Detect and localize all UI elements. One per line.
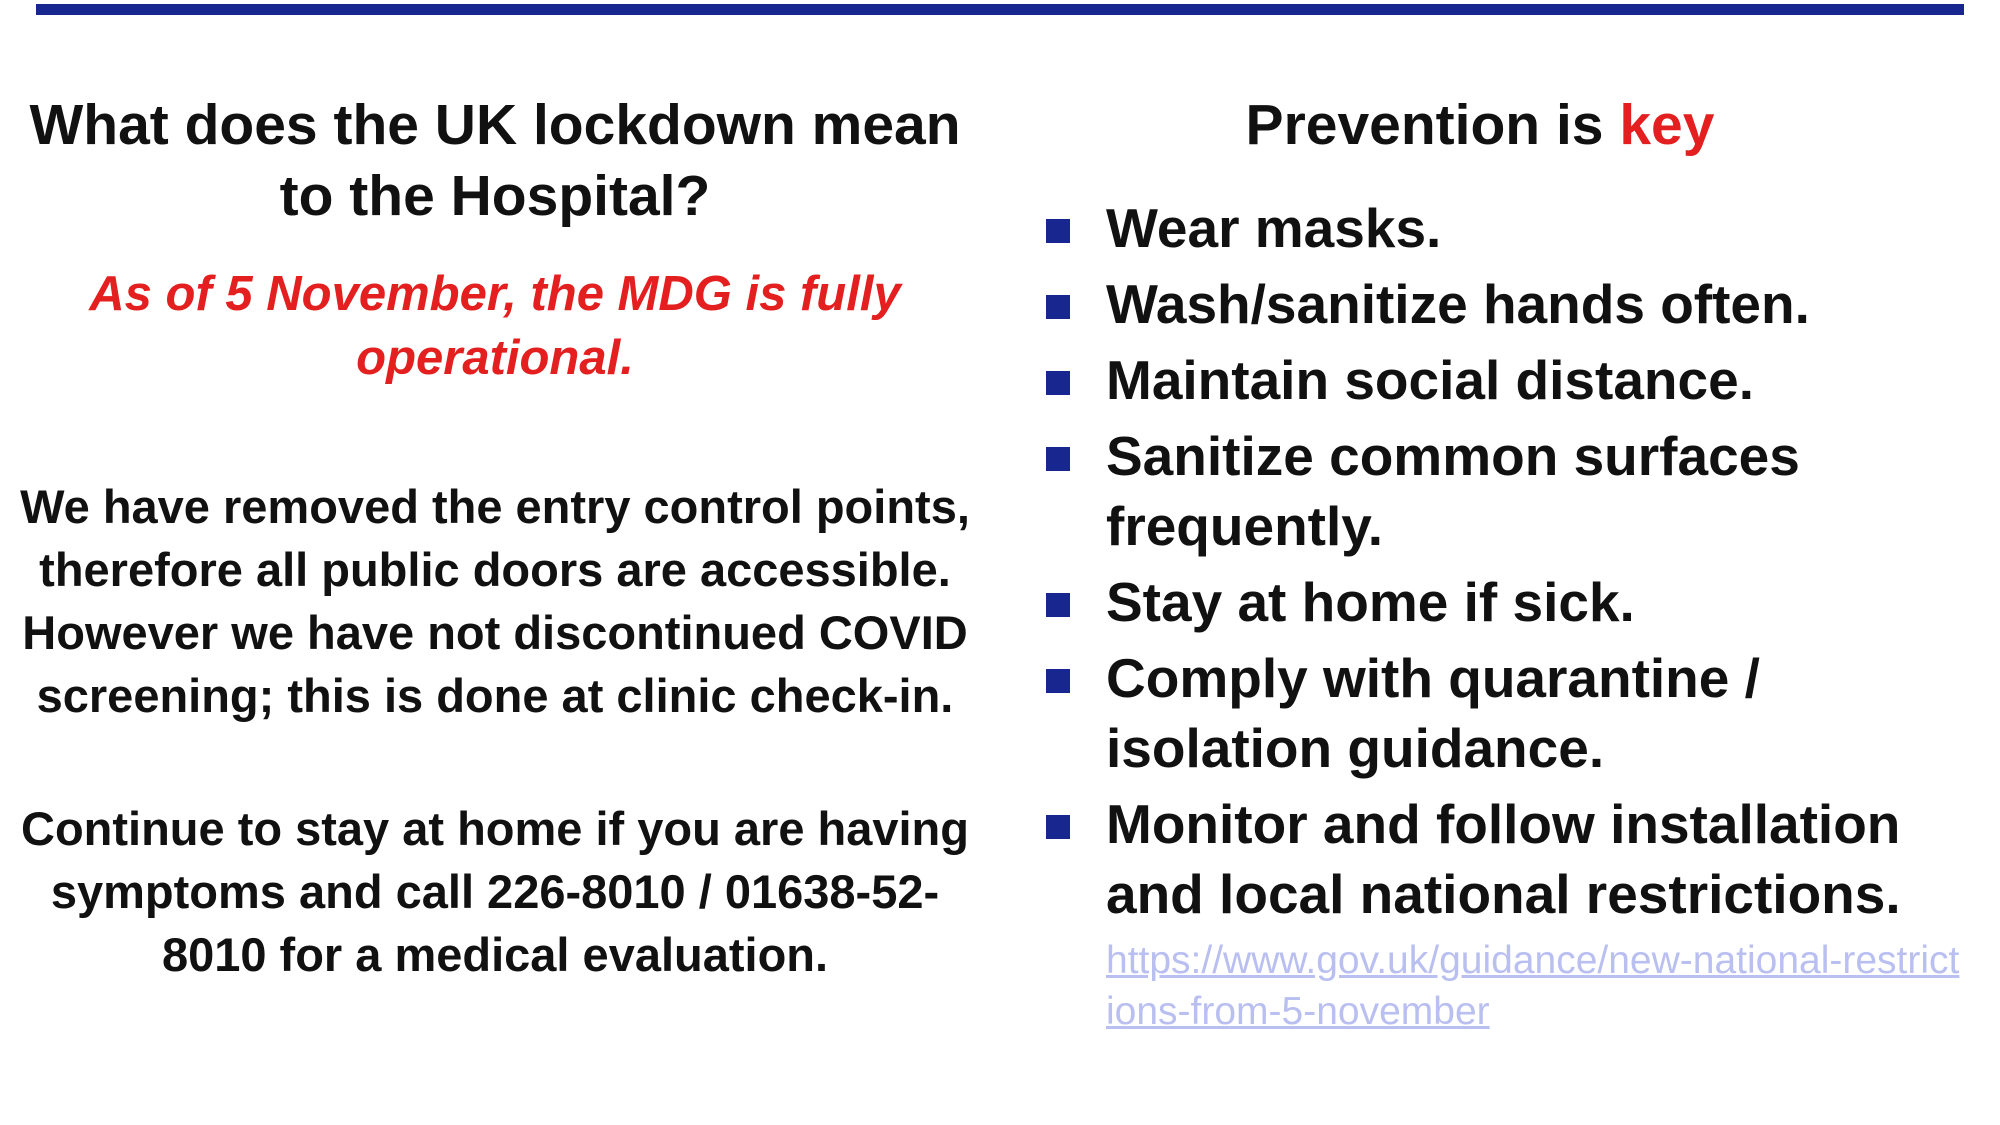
list-item-text: Comply with quarantine / isolation guidance.: [1106, 647, 1760, 779]
list-item-text: Sanitize common surfaces frequently.: [1106, 425, 1800, 557]
list-item-text: Stay at home if sick.: [1106, 571, 1635, 633]
prevention-heading-text: Prevention is: [1245, 93, 1620, 157]
list-item: [1040, 643, 1980, 783]
guidance-link[interactable]: https://www.gov.uk/guidance/new-national-restrictions-from-5-november: [1106, 939, 1960, 1033]
list-item: [1040, 345, 1980, 415]
list-item: [1040, 193, 1980, 263]
list-item-text: Maintain social distance.: [1106, 349, 1754, 411]
list-item: [1040, 269, 1980, 339]
lockdown-info-column: [20, 90, 970, 986]
square-bullet-icon: [1046, 295, 1070, 319]
top-rule: [36, 4, 1964, 15]
list-item: [1040, 421, 1980, 561]
prevention-heading: [1040, 90, 1980, 161]
symptoms-paragraph: Continue to stay at home if you are having symptoms and call 226-8010 / 01638-52-8010 for a medical evaluation.: [21, 802, 969, 981]
prevention-column: [1040, 90, 1980, 1037]
list-item: [1040, 789, 1980, 929]
lockdown-heading: What does the UK lockdown mean to the Hospital?: [29, 93, 961, 228]
square-bullet-icon: [1046, 371, 1070, 395]
square-bullet-icon: [1046, 219, 1070, 243]
list-item: [1040, 567, 1980, 637]
list-item-text: Wash/sanitize hands often.: [1106, 273, 1810, 335]
prevention-heading-key: key: [1619, 93, 1715, 157]
square-bullet-icon: [1046, 815, 1070, 839]
square-bullet-icon: [1046, 593, 1070, 617]
entry-control-paragraph: We have removed the entry control points, therefore all public doors are accessible. However we have not discontinued COVID screening; this is done at clinic check-in.: [20, 480, 970, 722]
square-bullet-icon: [1046, 669, 1070, 693]
operational-notice: As of 5 November, the MDG is fully operational.: [89, 267, 901, 385]
square-bullet-icon: [1046, 447, 1070, 471]
list-item-text: Monitor and follow installation and local national restrictions.: [1106, 793, 1901, 925]
prevention-list: [1040, 193, 1980, 929]
list-item-text: Wear masks.: [1106, 197, 1442, 259]
